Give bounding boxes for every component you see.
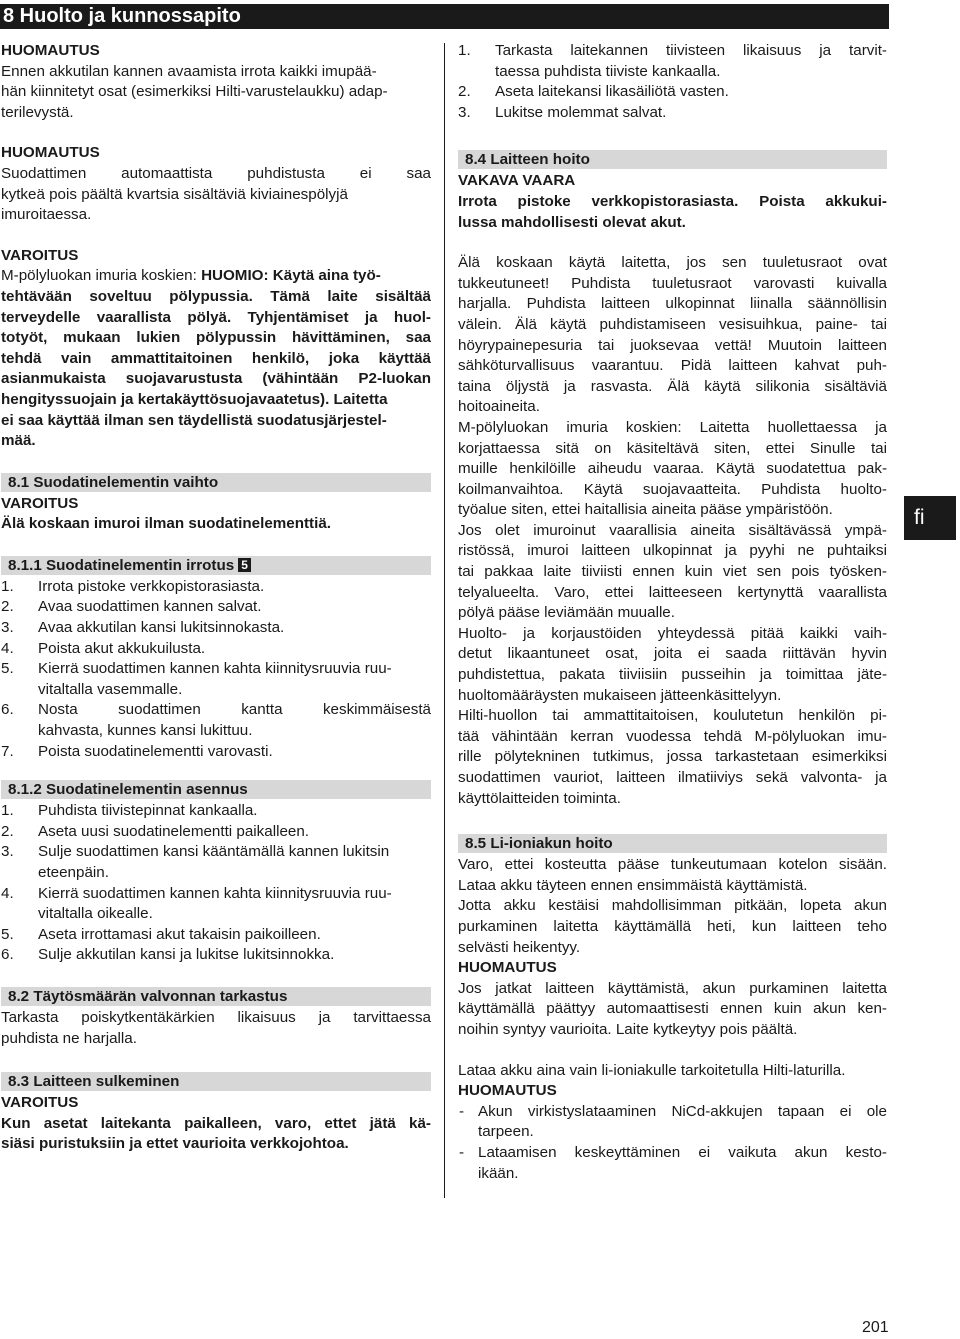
step-text: taessa puhdista tiiviste kankaalla. [495, 62, 721, 80]
section-heading-8-2: 8.2 Täytösmäärän valvonnan tarkastus [1, 987, 431, 1006]
notice-heading: HUOMAUTUS [458, 959, 557, 977]
step-number: 2. [1, 822, 14, 840]
warning-line: terveydelle vaarallista pölyä. Tyhjentämiset ja huol- [1, 308, 431, 326]
step-text: Avaa suodattimen kannen salvat. [38, 598, 262, 616]
list-item [458, 41, 887, 82]
bullet-text: ikään. [478, 1164, 519, 1182]
text-line: hän kiinnitetyt osat (esimerkiksi Hilti-varustelaukku) adap- [1, 83, 388, 101]
step-number: 4. [1, 884, 14, 902]
section-heading-8-1: 8.1 Suodatinelementin vaihto [1, 473, 431, 492]
step-text: Tarkasta laitekannen tiivisteen likaisuus ja tarvit- [495, 42, 887, 59]
step-number: 3. [1, 843, 14, 861]
section-heading-8-3: 8.3 Laitteen sulkeminen [1, 1072, 431, 1091]
install-steps [1, 801, 431, 966]
step-text: Avaa akkutilan kansi lukitsinnokasta. [38, 619, 285, 637]
step-text: Irrota pistoke verkkopistorasiasta. [38, 577, 265, 595]
list-item [1, 842, 431, 883]
warning-line: tehtävään soveltuu pölypussia. Tämä laite sisältää [1, 287, 431, 305]
step-number: 5. [1, 660, 14, 678]
warning-line: Kun asetat laitekanta paikalleen, varo, ettet jätä kä- [1, 1114, 431, 1132]
step-text: Lukitse molemmat salvat. [495, 103, 667, 121]
step-text: Poista suodatinelementti varovasti. [38, 742, 273, 760]
step-text: eteenpäin. [38, 864, 109, 881]
text-line: purkaminen laitetta käyttämällä heti, kun laitteen teho [458, 917, 887, 935]
step-number: 3. [458, 103, 471, 121]
step-text: Kierrä suodattimen kannen kahta kiinnitysruuvia ruu- [38, 660, 392, 678]
warning-line: hengityssuojain ja kertakäyttösuojavaatetus). Laitetta [1, 390, 388, 408]
step-text: Sulje akkutilan kansi ja lukitse lukitsinnokka. [38, 946, 335, 964]
step-number: 6. [1, 946, 14, 964]
step-text: Nosta suodattimen kantta keskimmäisestä [38, 701, 431, 719]
warning-heading: VAROITUS [1, 1094, 79, 1112]
text-line: höyrypainepesuria tai juoksevaa vettä! Muutoin laitteen [458, 336, 887, 354]
text-line: Ennen akkutilan kannen avaamista irrota kaikki imupää- [1, 62, 377, 80]
list-item [1, 700, 431, 741]
list-item [1, 597, 431, 618]
list-item [1, 925, 431, 946]
text-line: Tarkasta poiskytkentäkärkien likaisuus ja tarvittaessa [1, 1008, 431, 1026]
column-divider [444, 43, 445, 1198]
bullet-dash: - [459, 1143, 465, 1161]
text-line: välein. Älä käytä puhdistamiseen vesisuihkua, paine- tai [458, 315, 887, 333]
list-item [1, 659, 431, 700]
text-line: harjalla. Puhdista laitteen ulkopinnat liinalla säännöllisin [458, 295, 887, 313]
text-line: noihin syntyy vaurioita. Laite kytkeytyy pois päältä. [458, 1020, 798, 1038]
step-number: 1. [1, 802, 14, 820]
text-line: detut likaantuneet osat, joita ei saada riittävän hyvin [458, 645, 887, 663]
step-text: vitaltalla oikealle. [38, 905, 153, 923]
text-line: työalue siten, ettei haitallisia aineita pääse ympäristöön. [458, 501, 833, 519]
text-line: Älä koskaan käytä laitetta, jos sen tuuletusraot ovat [458, 254, 887, 272]
warning-line: siäsi puristuksiin ja ettet vaurioita verkkojohtoa. [1, 1135, 349, 1153]
text-line: sähköturvallisuus vaarantuu. Pidä laitteen kahvat puh- [458, 357, 887, 375]
text-line: suodattimen vauriot, laitteen ilmatiiviys sekä valvonta- ja [458, 769, 887, 786]
text-line: käyttölaitteiden toiminta. [458, 789, 621, 807]
text-line: Huolto- ja korjaustöiden yhteydessä pitää kaikki vaih- [458, 624, 887, 642]
list-item [1, 801, 431, 822]
text-line: puhdista ne harjalla. [1, 1029, 137, 1047]
text-line: tai pakkaa laite tiiviisti ennen kuin viet sen pois työsken- [458, 563, 887, 581]
text-line: tukkeutuneet! Puhdista tuuletusraot varovasti kuivalla [458, 274, 887, 292]
list-item [1, 945, 431, 966]
step-text: kahvasta, kunnes kansi lukittuu. [38, 722, 253, 740]
bullet-item [458, 1102, 887, 1143]
danger-line: lussa mahdollisesti olevat akut. [458, 213, 686, 231]
list-item [1, 884, 431, 925]
notice-heading: HUOMAUTUS [1, 42, 100, 59]
text-line: selvästi heikentyy. [458, 938, 581, 956]
text-line: huoltomääräysten mukaiseen jätteenkäsittelyyn. [458, 686, 782, 704]
text-line: Jos jatkat laitteen käyttämistä, akun purkaminen laitetta [458, 979, 887, 997]
right-column [458, 41, 887, 1184]
notice-heading: HUOMAUTUS [458, 1082, 557, 1100]
text-line: Jotta akku kestäisi mahdollisimman pitkään, lopeta akun [458, 897, 887, 915]
text-line: rille pölytekninen tutkimus, jossa tarkastetaan esimerkiksi [458, 748, 887, 766]
removal-steps [1, 577, 431, 762]
danger-heading: VAKAVA VAARA [458, 172, 576, 190]
bullet-dash: - [459, 1102, 465, 1120]
list-item [1, 618, 431, 639]
warning-text-bold: HUOMIO: Käytä aina työ- [201, 267, 381, 285]
text-line: korjattaessa sitä on käsiteltävä siten, ettei Sinulle tai [458, 439, 887, 457]
bullet-text: Akun virkistyslataaminen NiCd-akkujen tapaan ei ole [478, 1102, 887, 1120]
bullet-text: Lataamisen keskeyttäminen ei vaikuta akun kesto- [478, 1143, 887, 1161]
warning-line: mää. [1, 432, 36, 450]
list-item [458, 82, 887, 103]
warning-line: totyöt, mukaan lukien pölypussin hävittäminen, saa [1, 329, 431, 347]
closing-steps [458, 41, 887, 123]
text-line: Lataa akku aina vain li-ioniakulle tarkoitetulla Hilti-laturilla. [458, 1061, 846, 1079]
warning-heading: VAROITUS [1, 494, 79, 512]
step-text: vitaltalla vasemmalle. [38, 680, 183, 698]
text-line: Lataa akku täyteen ennen ensimmäistä käyttämistä. [458, 876, 808, 894]
text-line: puhdistettua, pakata tiiviisiin pusseihin ja toimittaa jäte- [458, 666, 887, 684]
left-column [1, 41, 431, 1155]
text-line: hoitoaineita. [458, 398, 540, 416]
step-number: 4. [1, 639, 14, 657]
step-text: Kierrä suodattimen kannen kahta kiinnitysruuvia ruu- [38, 884, 392, 902]
step-text: Puhdista tiivistepinnat kankaalla. [38, 802, 258, 820]
step-number: 7. [1, 742, 14, 760]
text-line: Hilti-huollon tai ammattitaitoisen, koulutetun henkilön pi- [458, 707, 887, 725]
warning-heading: VAROITUS [1, 246, 79, 264]
warning-line [1, 266, 431, 287]
text-line: tää vähintään kerran vuodessa tehdä M-pölyluokan imu- [458, 727, 887, 745]
step-number: 6. [1, 701, 14, 719]
warning-line: asianmukaista suojavarustusta (vähintään P2-luokan [1, 370, 431, 388]
section-heading-8-1-1 [1, 556, 431, 575]
section-heading-8-4: 8.4 Laitteen hoito [458, 150, 887, 169]
text-line: Suodattimen automaattista puhdistusta ei saa [1, 164, 431, 182]
list-item [1, 822, 431, 843]
text-line: kytkeä pois päältä kvartsia sisältäviä kiviainespölyjä [1, 185, 348, 203]
page-number: 201 [862, 1319, 889, 1336]
step-number: 2. [458, 83, 471, 101]
notice-heading: HUOMAUTUS [1, 144, 100, 162]
warning-text-normal: M-pölyluokan imuria koskien: [1, 267, 202, 285]
chapter-title: 8 Huolto ja kunnossapito [0, 4, 889, 29]
section-heading-8-5: 8.5 Li-ioniakun hoito [458, 834, 887, 853]
list-item [1, 639, 431, 660]
text-line: Jos olet imuroinut vaarallisia aineita sisältävässä ympä- [458, 521, 887, 539]
text-line: imuroitaessa. [1, 206, 92, 224]
language-tab: fi [904, 496, 956, 540]
text-line: telyalueelta. Varo, ettei laitteeseen kertynyttä vaarallista [458, 583, 887, 601]
step-text: Poista akut akkukuilusta. [38, 639, 206, 657]
step-text: Aseta uusi suodatinelementti paikalleen. [38, 822, 310, 840]
bullet-text: tarpeen. [478, 1123, 534, 1141]
step-number: 1. [1, 577, 14, 595]
warning-text: Älä koskaan imuroi ilman suodatinelementtiä. [1, 515, 331, 533]
warning-line: tehdä vain ammattitaitoinen henkilö, joka käyttää [1, 349, 431, 367]
text-line: Varo, ettei kosteutta pääse tunkeutumaan kotelon sisään. [458, 856, 887, 874]
list-item [1, 742, 431, 763]
list-item [1, 577, 431, 598]
text-line: koilmanvaihtoa. Käytä suojavaatteita. Puhdista huolto- [458, 480, 887, 498]
step-text: Aseta laitekansi likasäiliötä vasten. [495, 83, 729, 101]
section-heading-8-1-2: 8.1.2 Suodatinelementin asennus [1, 780, 431, 799]
text-line: pölyä pääse leviämään muualle. [458, 604, 675, 622]
text-line: M-pölyluokan imuria koskien: Laitetta huollettaessa ja [458, 418, 887, 436]
text-line: taina öljystä ja rasvasta. Älä käytä silikonia sisältäviä [458, 377, 887, 395]
figure-reference-badge: 5 [238, 558, 251, 572]
step-text: Aseta irrottamasi akut takaisin paikoilleen. [38, 925, 321, 943]
danger-line: Irrota pistoke verkkopistorasiasta. Poista akkukui- [458, 192, 887, 210]
step-number: 5. [1, 925, 14, 943]
section-title: 8.1.1 Suodatinelementin irrotus [8, 556, 235, 574]
text-line: käyttämällä päättyy automaattisesti ennen kuin akun ken- [458, 1000, 887, 1018]
text-line: terilevystä. [1, 103, 74, 121]
bullet-item [458, 1143, 887, 1184]
step-number: 3. [1, 619, 14, 637]
step-text: Sulje suodattimen kansi kääntämällä kannen lukitsin [38, 843, 390, 861]
step-number: 1. [458, 42, 471, 59]
text-line: ristössä, imuroi laitteen ulkopinnat ja pyyhi ne puhtaiksi [458, 542, 887, 560]
step-number: 2. [1, 598, 14, 616]
warning-line: ei saa käyttää ilman sen täydellistä suodatusjärjestel- [1, 411, 387, 429]
list-item [458, 103, 887, 124]
text-line: muille henkilöille aiheudu vaaraa. Käytä suodatettua pak- [458, 460, 887, 478]
